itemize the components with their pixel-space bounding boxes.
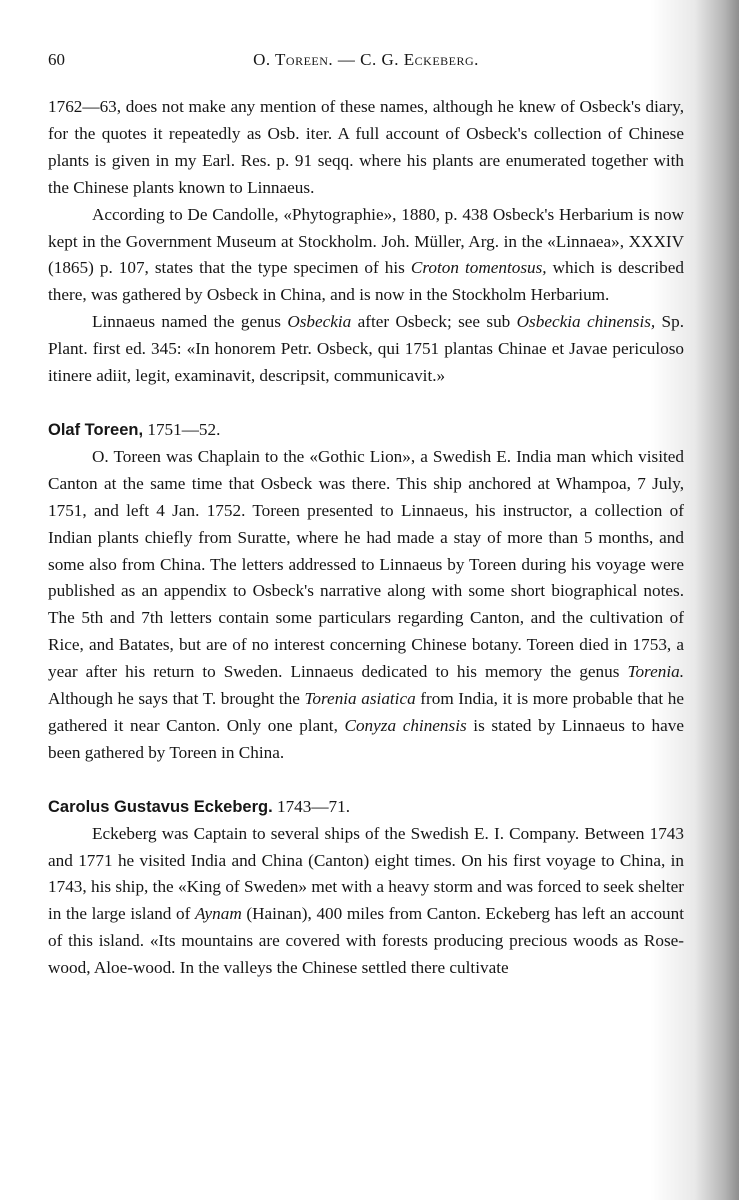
species-name: Croton tomentosus, (410, 258, 547, 278)
person-name: Olaf Toreen, (48, 420, 144, 439)
osbeck-paragraph-1: 1762—63, does not make any mention of these names, although he knew of Osbeck's diary, for the quotes it repeatedly as Osb. iter. A full account of Osbeck's collection of Chinese plants is given in my Earl. Res. p. 91 seqq. where his plants are enumerated together with the Chinese plants known to Linnaeus. (48, 97, 684, 197)
place-name: Aynam (195, 904, 242, 924)
species-name: Conyza chinensis (344, 715, 467, 735)
osbeck-paragraph-3: Linnaeus named the genus Osbeckia after Osbeck; see sub Osbeckia chinensis, Sp. Plant. first ed. 345: «In honorem Petr. Osbeck, qui 1751 plantas Chinae et Javae periculoso itinere adiit, legit, examinavit, descripsit, communicavit.» (48, 312, 685, 386)
section-heading-toreen (48, 417, 684, 444)
page-number: 60 (48, 50, 65, 69)
toreen-paragraph: O. Toreen was Chaplain to the «Gothic Lion», a Swedish E. India man which visited Canton at the same time that Osbeck was there. This ship anchored at Whampoa, 7 July, 1751, and left 4 Jan. 1752. Toreen presented to Linnaeus, his instructor, a collection of Indian plants chiefly from Suratte, where he had made a stay of more than 5 months, and some also from China. The letters addressed to Linnaeus by Toreen during his voyage were published as an appendix to Osbeck's narrative along with some short biographical notes. The 5th and 7th letters contain some particulars regarding Canton, and the cultivation of Rice, and Batates, but are of no interest concerning Chinese botany. Toreen died in 1753, a year after his return to Sweden. Linnaeus dedicated to his memory the genus Torenia. Although he says that T. brought the Torenia asiatica from India, it is more probable that he gathered it near Canton. Only one plant, Conyza chinensis is stated by Linnaeus to have been gathered by Toreen in China. (48, 446, 685, 762)
page-header (48, 50, 684, 74)
running-head: O. Toreen. — C. G. Eckeberg. (253, 50, 479, 69)
section-heading-eckeberg (48, 794, 684, 821)
person-years: 1743—71. (272, 796, 351, 816)
eckeberg-paragraph: Eckeberg was Captain to several ships of the Swedish E. I. Company. Between 1743 and 1771 he visited India and China (Canton) eight times. On his first voyage to China, in 1743, his ship, the «King of Sweden» met with a heavy storm and was forced to seek shelter in the large island of Aynam (Hainan), 400 miles from Canton. Eckeberg has left an account of this island. «Its mountains are covered with forests producing precious woods as Rose-wood, Aloe-wood. In the valleys the Chinese settled there cultivate (48, 823, 685, 978)
genus-name: Osbeckia (287, 312, 352, 332)
species-name: Osbeckia chinensis, (516, 312, 656, 332)
species-name: Torenia asiatica (304, 689, 416, 709)
person-years: 1751—52. (143, 419, 221, 439)
osbeck-paragraph-2: According to De Candolle, «Phytographie», 1880, p. 438 Osbeck's Herbarium is now kept in the Government Museum at Stockholm. Joh. Müller, Arg. in the «Linnaea», XXXIV (1865) p. 107, states that the type specimen of his Croton tomentosus, which is described there, was gathered by Osbeck in China, and is now in the Stockholm Herbarium. (48, 204, 685, 305)
page-body (48, 94, 684, 982)
genus-name: Torenia. (627, 662, 684, 682)
person-name: Carolus Gustavus Eckeberg. (48, 797, 273, 816)
